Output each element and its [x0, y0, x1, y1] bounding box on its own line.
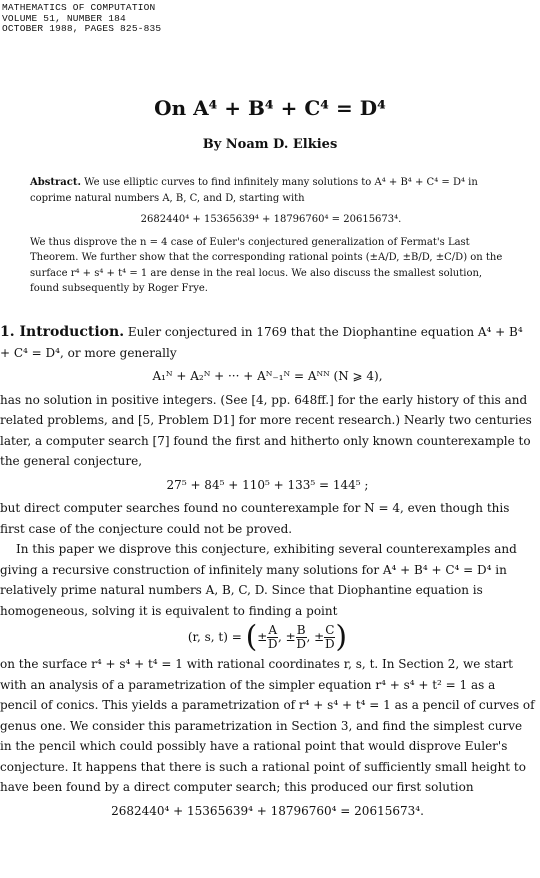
equation-euler-general: A₁ᴺ + A₂ᴺ + ··· + Aᴺ₋₁ᴺ = Aᴺᴺ (N ⩾ 4), [152, 369, 383, 383]
intro-paragraph-2: has no solution in positive integers. (See [4, pp. 648ff.] for the early history of this and related problems, and [5, Problem D1] for more recent research.) Nearly two centuries later, a computer search [7] found the first and hitherto only known counterexample to the general conjecture, [0, 392, 532, 468]
abstract [30, 175, 512, 297]
fraction-b: $\frac{B}{D}$ [296, 623, 306, 651]
journal-masthead [2, 3, 161, 35]
fraction-a: $\frac{A}{D}$ [267, 623, 278, 651]
section-heading: 1. Introduction. [0, 324, 125, 340]
abstract-equation: 2682440⁴ + 15365639⁴ + 18796760⁴ = 20615673⁴. [140, 214, 402, 225]
abstract-heading: Abstract. [30, 177, 81, 188]
abstract-text-2: We thus disprove the n = 4 case of Euler's conjectured generalization of Fermat's Last Theorem. We further show that the corresponding rational points (±A/D, ±B/D, ±C/D) on the surface r⁴ + s⁴ + t⁴ = 1 are dense in the real locus. We also discuss the smallest solution, found subsequently by Roger Frye. [30, 236, 503, 294]
intro-paragraph-1: Euler conjectured in 1769 that the Diophantine equation A⁴ + B⁴ + C⁴ = D⁴, or more generally [0, 325, 523, 360]
introduction-section [0, 322, 535, 824]
intro-paragraph-4: In this paper we disprove this conjecture, exhibiting several counterexamples and giving a recursive construction of infinitely many solutions for A⁴ + B⁴ + C⁴ = D⁴ in relatively prime natural numbers A, B, C, D. Since that Diophantine equation is homogeneous, solving it is equivalent to finding a point [0, 542, 517, 618]
journal-name: MATHEMATICS OF COMPUTATION [2, 2, 156, 13]
intro-paragraph-3: but direct computer searches found no counterexample for N = 4, even though this first case of the conjecture could not be proved. [0, 501, 510, 536]
abstract-text-1: We use elliptic curves to find infinitely many solutions to A⁴ + B⁴ + C⁴ = D⁴ in coprime natural numbers A, B, C, and D, starting with [30, 177, 478, 204]
equation-first-solution: 2682440⁴ + 15365639⁴ + 18796760⁴ = 20615673⁴. [111, 803, 424, 818]
equation-rational-point: (r, s, t) = (± $\frac{A}{D}$ , ± $\frac{B}{D}$ , ± $\frac{C}{D}$ ) [187, 619, 348, 655]
fraction-c: $\frac{C}{D}$ [325, 623, 335, 651]
date-pages: OCTOBER 1988, PAGES 825-835 [2, 23, 162, 34]
volume-number: VOLUME 51, NUMBER 184 [2, 12, 126, 24]
paper-title: On A⁴ + B⁴ + C⁴ = D⁴ [154, 96, 386, 120]
intro-paragraph-5: on the surface r⁴ + s⁴ + t⁴ = 1 with rational coordinates r, s, t. In Section 2, we start with an analysis of a parametrization of the simpler equation r⁴ + s⁴ + t² = 1 as a pencil of conics. This yields a parametrization of r⁴ + s⁴ + t⁴ = 1 as a pencil of curves of genus one. We consider this parametrization in Section 3, and find the simplest curve in the pencil which could possibly have a rational point that would disprove Euler's conjecture. It happens that there is such a rational point of sufficiently small height to have been found by a direct computer search; this produced our first solution [0, 657, 535, 794]
paper-author: By Noam D. Elkies [202, 137, 338, 152]
equation-fifth-powers: 27⁵ + 84⁵ + 110⁵ + 133⁵ = 144⁵ ; [166, 477, 369, 492]
equation-lhs: (r, s, t) = [187, 630, 242, 644]
